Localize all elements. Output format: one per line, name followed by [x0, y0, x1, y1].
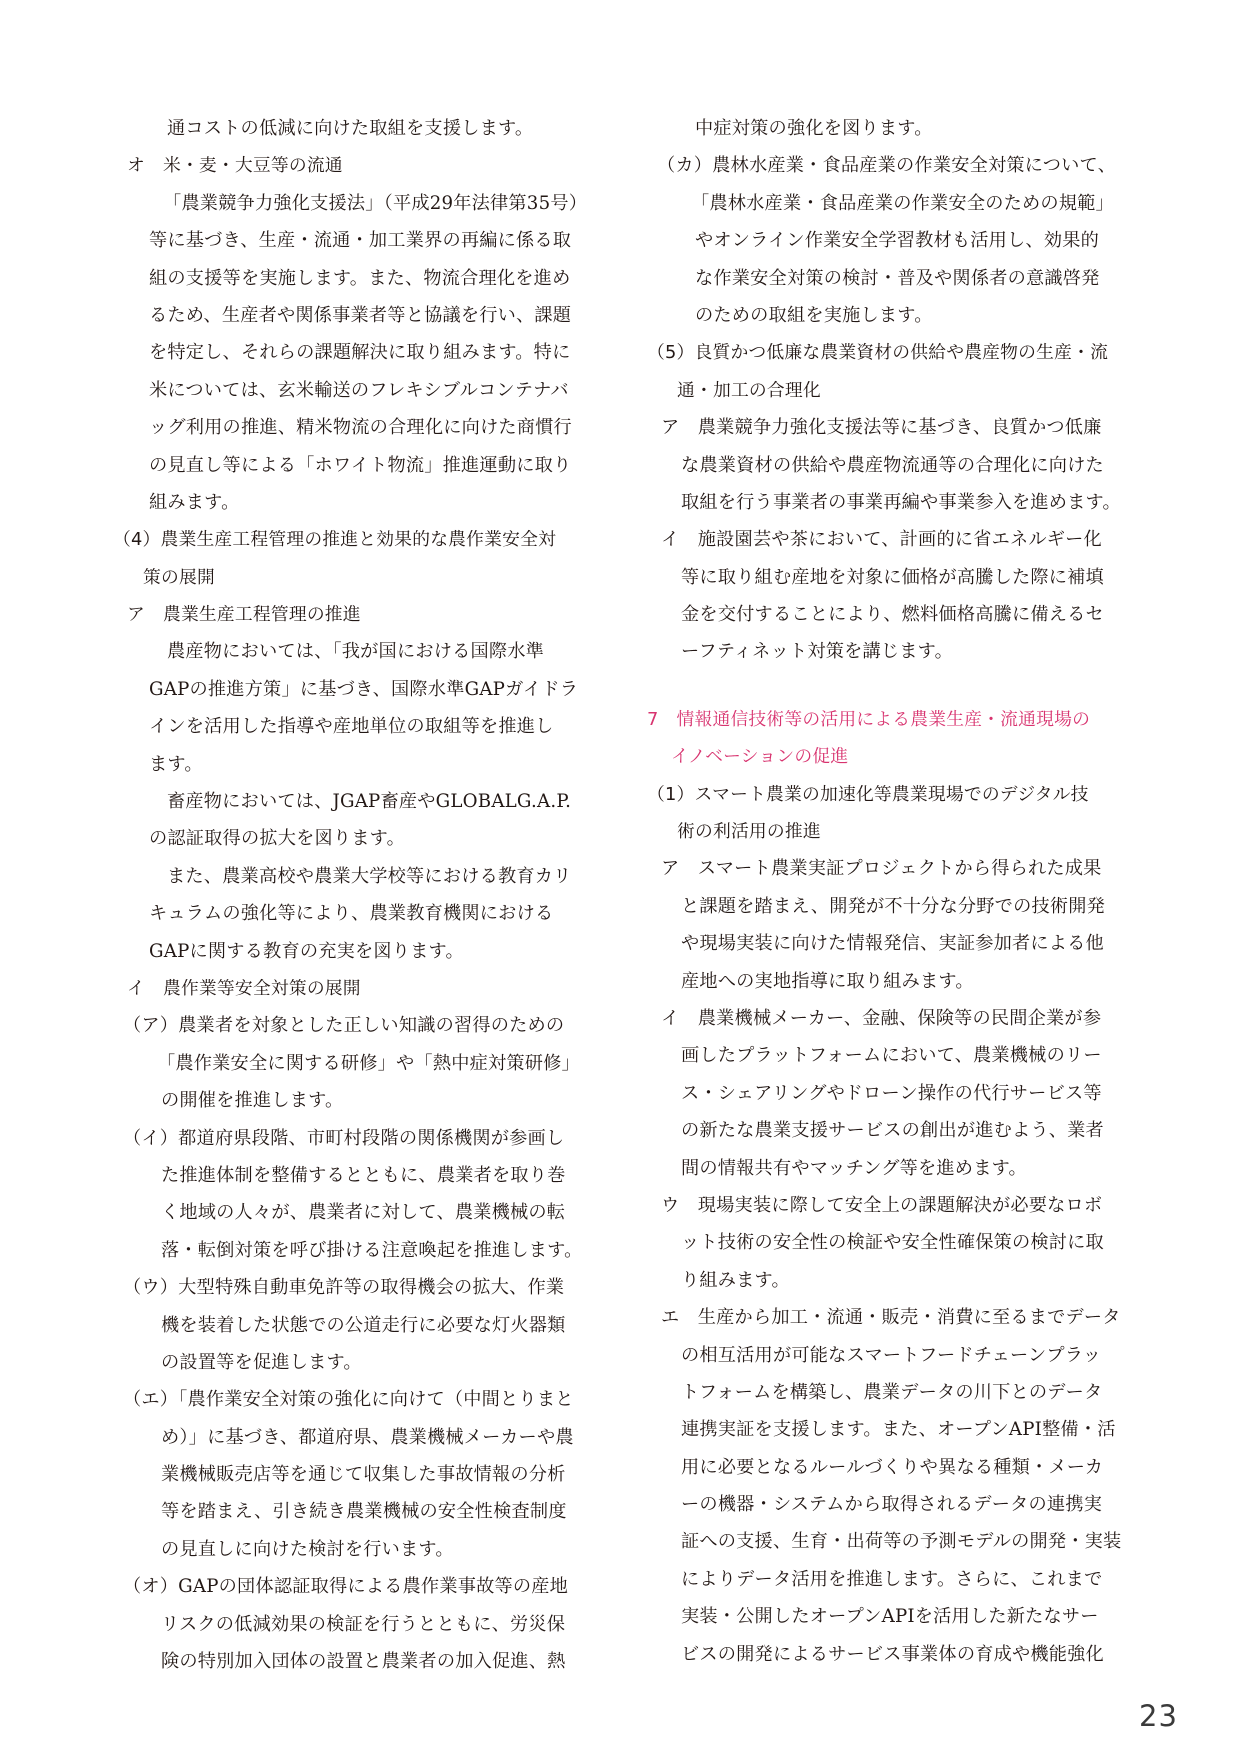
text-line: ーフティネット対策を講じます。	[681, 641, 953, 663]
text-line: 産地への実地指導に取り組みます。	[681, 970, 974, 992]
section-heading-line: イノベーションの促進	[671, 746, 849, 768]
text-line: ます。	[149, 753, 203, 775]
text-line: ア 農業競争力強化支援法等に基づき、良質かつ低廉	[661, 417, 1102, 439]
text-line: 「農作業安全に関する研修」や「熱中症対策研修」	[157, 1052, 580, 1074]
text-line: の相互活用が可能なスマートフードチェーンプラッ	[681, 1344, 1102, 1366]
text-line: 組の支援等を実施します。また、物流合理化を進め	[149, 267, 571, 289]
heading-line: 策の展開	[143, 566, 215, 588]
text-line: な農業資材の供給や農産物流通等の合理化に向けた	[681, 454, 1104, 476]
text-line: 証への支援、生育・出荷等の予測モデルの開発・実装	[681, 1531, 1122, 1553]
text-line: 農産物においては、「我が国における国際水準	[167, 641, 545, 663]
text-line: 画したプラットフォームにおいて、農業機械のリー	[681, 1045, 1102, 1067]
text-line: 間の情報共有やマッチング等を進めます。	[681, 1157, 1027, 1179]
text-line: の見直し等による「ホワイト物流」推進運動に取り	[149, 454, 572, 476]
text-line: （ウ）大型特殊自動車免許等の取得機会の拡大、作業	[123, 1277, 565, 1299]
text-line: 機を装着した状態での公道走行に必要な灯火器類	[161, 1314, 566, 1336]
text-line: 連携実証を支援します。また、オープンAPI整備・活	[681, 1419, 1116, 1441]
text-line: た推進体制を整備するとともに、農業者を取り巻	[161, 1164, 566, 1186]
text-line: 中症対策の強化を図ります。	[695, 118, 933, 139]
text-line: ット技術の安全性の検証や安全性確保策の検討に取	[681, 1232, 1104, 1254]
text-line: （エ）「農作業安全対策の強化に向けて（中間とりまと	[123, 1389, 574, 1411]
text-line: ス・シェアリングやドローン操作の代行サービス等	[681, 1082, 1102, 1104]
text-line: 等に取り組む産地を対象に価格が高騰した際に補填	[681, 566, 1104, 588]
text-line: や現場実装に向けた情報発信、実証参加者による他	[681, 933, 1104, 955]
text-line: 等に基づき、生産・流通・加工業界の再編に係る取	[149, 230, 572, 252]
text-line: め）」に基づき、都道府県、農業機械メーカーや農	[161, 1426, 574, 1448]
heading-line: （5）良質かつ低廉な農業資材の供給や農産物の生産・流	[647, 342, 1109, 364]
text-line: GAPの推進方策」に基づき、国際水準GAPガイドラ	[149, 678, 579, 700]
text-line: 取組を行う事業者の事業再編や事業参入を進めます。	[681, 491, 1121, 513]
text-line: イ 農業機械メーカー、金融、保険等の民間企業が参	[661, 1007, 1102, 1029]
text-line: また、農業高校や農業大学校等における教育カリ	[167, 865, 572, 887]
text-line: トフォームを構築し、農業データの川下とのデータ	[681, 1381, 1103, 1403]
text-line: キュラムの強化等により、農業教育機関における	[149, 903, 554, 925]
text-line: ウ 現場実装に際して安全上の課題解決が必要なロボ	[661, 1194, 1103, 1216]
text-line: 金を交付することにより、燃料価格高騰に備えるセ	[681, 604, 1104, 626]
heading-line: オ 米・麦・大豆等の流通	[127, 155, 343, 177]
text-line: 「農業競争力強化支援法」（平成29年法律第35号）	[163, 192, 588, 214]
heading-line: イ 農作業等安全対策の展開	[127, 977, 361, 999]
text-line: 畜産物においては、JGAP畜産やGLOBALG.A.P.	[167, 791, 572, 813]
paragraph-gap	[647, 671, 1149, 701]
text-line: インを活用した指導や産地単位の取組等を推進し	[149, 716, 554, 738]
text-line: く地域の人々が、農業者に対して、農業機械の転	[161, 1202, 566, 1224]
text-line: ビスの開発によるサービス事業体の育成や機能強化	[681, 1643, 1104, 1665]
text-line: な作業安全対策の検討・普及や関係者の意識啓発	[695, 267, 1100, 289]
text-line: の新たな農業支援サービスの創出が進むよう、業者	[681, 1120, 1104, 1142]
text-line: と課題を踏まえ、開発が不十分な分野での技術開発	[681, 895, 1106, 917]
text-line: 米については、玄米輸送のフレキシブルコンテナバ	[149, 379, 569, 401]
text-line: エ 生産から加工・流通・販売・消費に至るまでデータ	[661, 1307, 1121, 1329]
text-line: の認証取得の拡大を図ります。	[149, 828, 405, 850]
heading-line: ア 農業生産工程管理の推進	[127, 604, 361, 626]
text-line: （カ）農林水産業・食品産業の作業安全対策について、	[657, 155, 1116, 177]
text-line: 落・転倒対策を呼び掛ける注意喚起を推進します。	[161, 1239, 583, 1261]
text-line: （オ）GAPの団体認証取得による農作業事故等の産地	[123, 1576, 569, 1598]
text-line: やオンライン作業安全学習教材も活用し、効果的	[695, 230, 1099, 252]
text-line: ーの機器・システムから取得されるデータの連携実	[681, 1494, 1103, 1516]
text-line: を特定し、それらの課題解決に取り組みます。特に	[149, 342, 571, 364]
page-number: 23	[1139, 1699, 1178, 1733]
right-column	[647, 110, 1149, 1673]
text-line: リスクの低減効果の検証を行うとともに、労災保	[161, 1613, 566, 1635]
text-line: ア スマート農業実証プロジェクトから得られた成果	[661, 858, 1102, 880]
text-line: 業機械販売店等を通じて収集した事故情報の分析	[161, 1464, 566, 1486]
text-line: 「農林水産業・食品産業の作業安全のための規範」	[691, 192, 1114, 214]
text-line: り組みます。	[681, 1269, 790, 1291]
section-heading-line: 7 情報通信技術等の活用による農業生産・流通現場の	[647, 708, 1091, 730]
text-line: 通コストの低減に向けた取組を支援します。	[167, 118, 534, 139]
text-line: 実装・公開したオープンAPIを活用した新たなサー	[681, 1606, 1099, 1628]
text-line: 用に必要となるルールづくりや異なる種類・メーカ	[681, 1456, 1104, 1478]
text-line: の開催を推進します。	[161, 1090, 344, 1112]
text-line: のための取組を実施します。	[695, 304, 933, 326]
heading-line: （1）スマート農業の加速化等農業現場でのデジタル技	[647, 783, 1089, 805]
text-line: ッグ利用の推進、精米物流の合理化に向けた商慣行	[149, 417, 572, 439]
text-line: 等を踏まえ、引き続き農業機械の安全性検査制度	[161, 1501, 567, 1523]
heading-line: （4）農業生産工程管理の推進と効果的な農作業安全対	[113, 529, 557, 551]
text-line: るため、生産者や関係事業者等と協議を行い、課題	[149, 304, 572, 326]
heading-line: 術の利活用の推進	[677, 821, 821, 843]
text-line: の見直しに向けた検討を行います。	[161, 1538, 454, 1560]
text-line: （イ）都道府県段階、市町村段階の関係機関が参画し	[123, 1127, 565, 1149]
text-line: （ア）農業者を対象とした正しい知識の習得のための	[123, 1015, 565, 1037]
text-line: イ 施設園芸や茶において、計画的に省エネルギー化	[661, 529, 1102, 551]
text-line: GAPに関する教育の充実を図ります。	[149, 940, 464, 962]
heading-line: 通・加工の合理化	[677, 379, 821, 401]
text-line: 険の特別加入団体の設置と農業者の加入促進、熱	[161, 1651, 566, 1673]
text-line: の設置等を促進します。	[161, 1351, 362, 1373]
text-line: 組みます。	[149, 491, 240, 513]
left-column	[113, 110, 615, 1680]
text-line: によりデータ活用を推進します。さらに、これまで	[681, 1568, 1103, 1590]
